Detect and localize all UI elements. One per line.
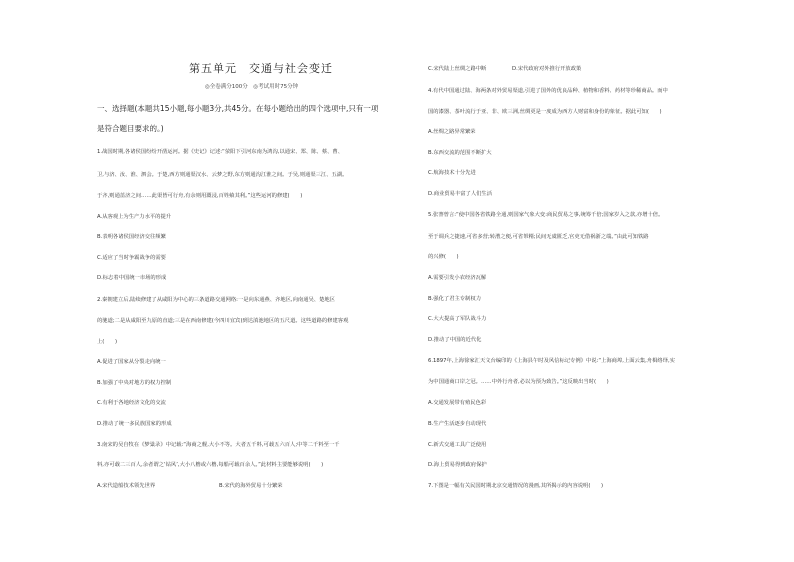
q5-line: 的兴修( ) xyxy=(428,254,459,260)
q2-line: 上( ) xyxy=(97,339,118,345)
q1-line: 1.战国时期,各诸侯国纷纷开凿运河。据《史记》记述:“荥阳下引河东南为鸿沟,以通宋、郑、陈、蔡、曹、 xyxy=(97,149,344,155)
q5-line: 5.张謇曾言:“使中国各省铁路全通,则国家气象大变:商民贸易之事,统筹千倍;国家岁入之款,亦增十倍。 xyxy=(428,212,664,218)
page-title: 第五单元 交通与社会变迁 xyxy=(189,62,333,75)
q6-option-d[interactable]: D.海上贸易得到政府保护 xyxy=(428,462,487,468)
q5-option-a[interactable]: A.需要引发小农经济瓦解 xyxy=(428,275,487,281)
q5-option-d[interactable]: D.推动了中国的近代化 xyxy=(428,337,482,343)
q3-option-d[interactable]: D.宋代政府对外推行开放政策 xyxy=(512,66,582,72)
q3-line: 3.南宋的吴自牧在《梦粱录》中记载:“海商之舰,大小不等。大者五千料,可载五六百人;中等二千料至一千 xyxy=(97,442,340,448)
q4-line: 国的漆器、茶叶流行于亚、非、欧三洲,丝绸更是一度成为西方人财富和身份的象征。据此可知( ) xyxy=(428,109,662,115)
q4-option-d[interactable]: D.商业贸易丰富了人们生活 xyxy=(428,191,493,197)
q5-option-b[interactable]: B.强化了君主专制权力 xyxy=(428,296,481,302)
q6-option-b[interactable]: B.生产生活逐步自动现代 xyxy=(428,421,487,427)
q2-option-c[interactable]: C.有利于各地经济文化的交流 xyxy=(97,400,166,406)
section-heading-cont: 是符合题目要求的。) xyxy=(97,124,164,133)
section-heading: 一、选择题(本题共15小题,每小题3分,共45分。在每小题给出的四个选项中,只有一项 xyxy=(97,104,379,113)
q1-option-a[interactable]: A.从客观上为生产力水平的提升 xyxy=(97,214,172,220)
q2-option-a[interactable]: A.促进了国家从分裂走向统一 xyxy=(97,359,166,365)
q5-option-c[interactable]: C.大大提高了军队战斗力 xyxy=(428,316,487,322)
q6-line: 6.1897年,上海徐家汇天文台编印的《上海县午时及风信标记专例》中说:“上海商埠,上面云集,舟楫络绎,实 xyxy=(428,358,675,364)
q1-line: 于齐,则通菑济之间……此渠皆可行舟,有余则用溉浸,百姓飨其利。”这些运河的修建( ) xyxy=(97,193,303,199)
q6-option-a[interactable]: A.交通发展带有殖民色彩 xyxy=(428,400,487,406)
q1-line: 卫,与济、汝、淮、泗会。于楚,西方则通渠汉水、云梦之野,东方则通沟江淮之间。于吴,则通渠三江、五湖。 xyxy=(97,172,348,178)
q4-line: 4.有代中国通过陆、海两条对外贸易渠道,引进了国外的优良品种、植物和香料、药材等珍稀商品。而中 xyxy=(428,88,668,94)
q2-line: 2.秦朝建立后,陆续修建了从咸阳为中心的三条道路交通网络:一是向东通燕、齐地区,向南通吴、楚地区 xyxy=(97,297,335,303)
q3-option-b[interactable]: B.宋代的海外贸易十分繁荣 xyxy=(219,483,283,489)
q2-option-d[interactable]: D.推动了统一多民族国家的形成 xyxy=(97,421,172,427)
q3-option-c[interactable]: C.宋代陆上丝绸之路中断 xyxy=(428,66,487,72)
q2-line: 的驰道;二是从咸阳至九原的直道;三是在西南修建(今四川宜宾)到达滇池地区的五尺道。这些道路的修建客观 xyxy=(97,318,349,324)
q3-line: 料,亦可载二三百人,余者谓之‘钻风’,大小八橹或六橹,每船可载百余人。”此材料主要能够说明( ) xyxy=(97,462,324,468)
q6-option-c[interactable]: C.新式交通工具广泛使用 xyxy=(428,442,487,448)
q1-option-b[interactable]: B.表明各诸侯国经济交往频繁 xyxy=(97,234,166,240)
q4-option-b[interactable]: B.东西交流的范围不断扩大 xyxy=(428,150,492,156)
q5-line: 至于调兵之捷速,可省多营;转漕之便,可省帑糈;民间无虞匮乏,官吏无借祸浙之端。”由此可知铁路 xyxy=(428,234,649,240)
q7-line: 7.下图是一幅有关民国时期北京交通情况的漫画,其所揭示的内容说明( ) xyxy=(428,483,604,489)
exam-meta: ◎全卷满分100分 ◎考试用时75分钟 xyxy=(205,84,299,90)
q4-option-a[interactable]: A.丝绸之路异常繁荣 xyxy=(428,129,476,135)
q4-option-c[interactable]: C.航海技术十分先进 xyxy=(428,170,476,176)
q6-line: 为中国通商口岸之冠。……中外行舟者,必以为预为致告。”这反映出当时( ) xyxy=(428,379,609,385)
q1-option-d[interactable]: D.标志着中国统一市场的形成 xyxy=(97,275,167,281)
q2-option-b[interactable]: B.加强了中央对地方的权力控制 xyxy=(97,380,172,386)
q1-option-c[interactable]: C.适应了当时争霸战争的需要 xyxy=(97,255,166,261)
q3-option-a[interactable]: A.宋代造船技术领先世界 xyxy=(97,483,156,489)
